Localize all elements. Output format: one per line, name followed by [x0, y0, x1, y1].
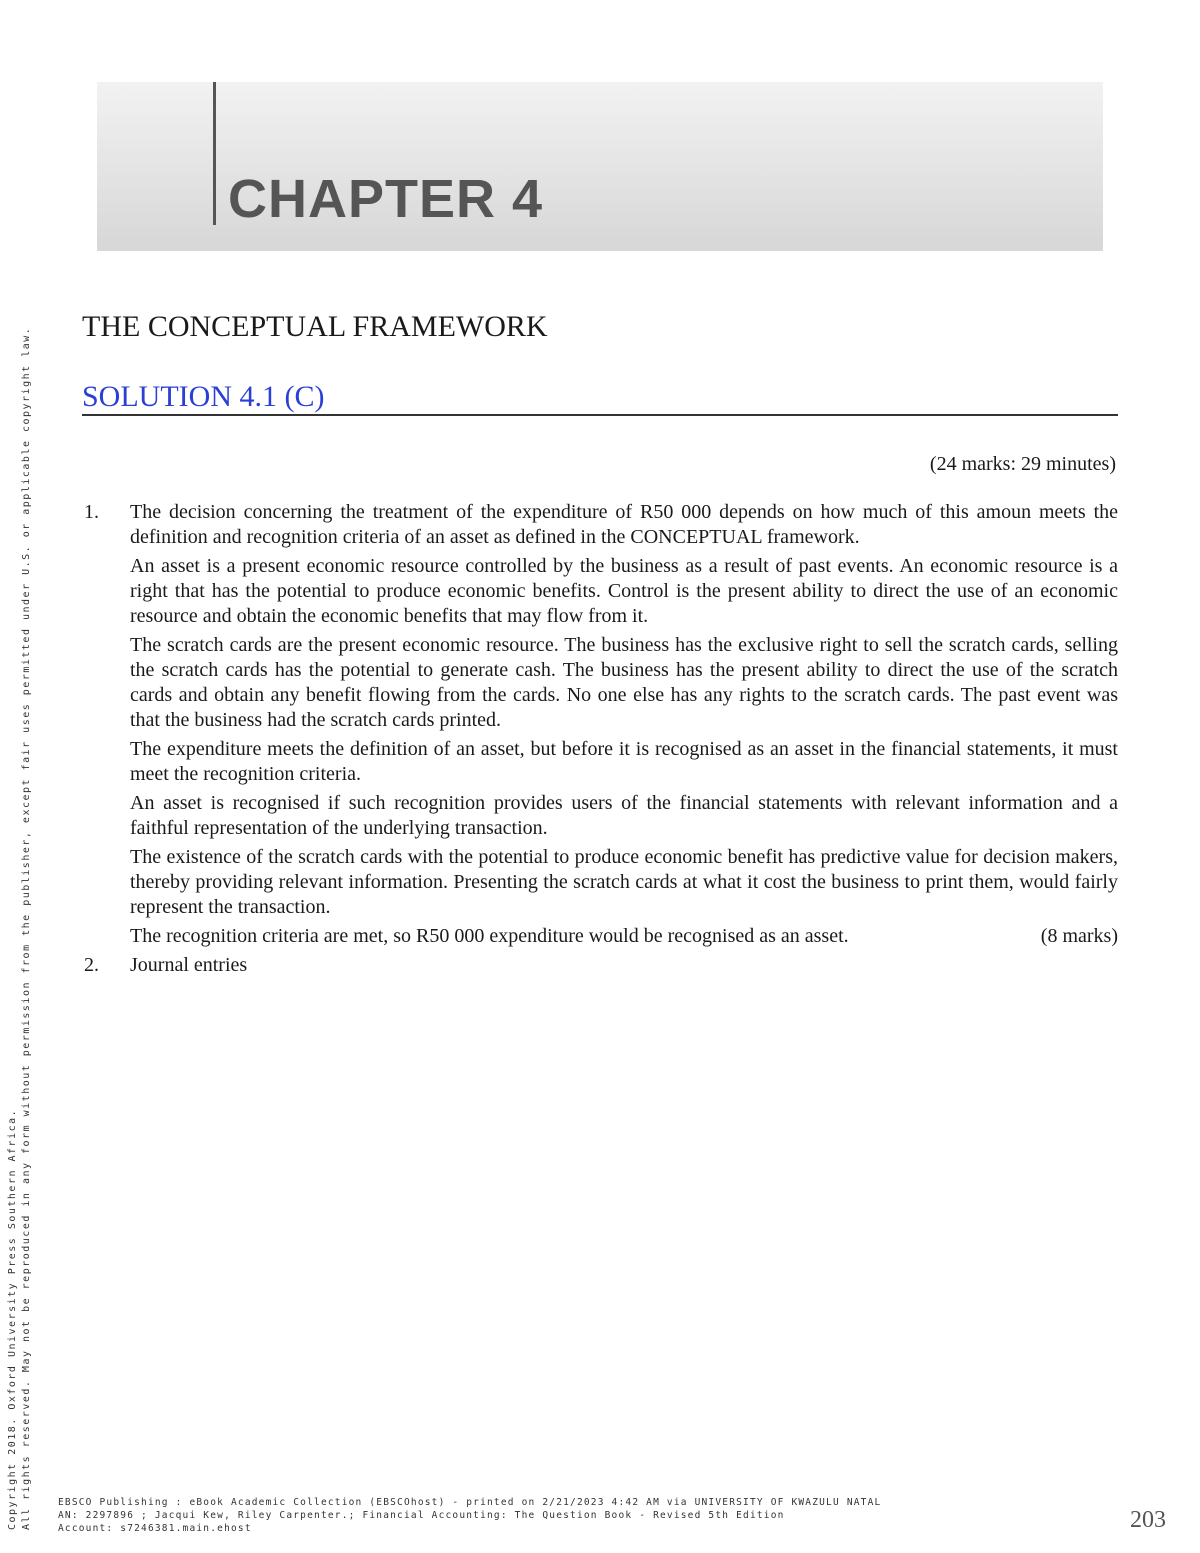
paragraph: The existence of the scratch cards with the potential to produce economic benefit has predictive value for decision makers, thereby providing relevant information. Presenting the scratch cards at what it cost the business to print them, would fairly represent the transaction. — [130, 846, 1118, 918]
footer-line: Account: s7246381.main.ehost — [58, 1523, 252, 1534]
paragraph: The expenditure meets the definition of an asset, but before it is recognised as an asset in the financial statements, it must meet the recognition criteria. — [130, 738, 1118, 785]
paragraph: An asset is recognised if such recognition provides users of the financial statements with relevant information and a faithful representation of the underlying transaction. — [130, 792, 1118, 839]
solution-title: SOLUTION 4.1 (C) — [82, 380, 325, 413]
list-item-number: 1. — [84, 501, 99, 523]
closing-marks: (8 marks) — [1040, 925, 1118, 947]
paragraph: The decision concerning the treatment of the expenditure of R50 000 depends on how much of this amoun meets the definition and recognition criteria of an asset as defined in the CONCEPTUAL framework. — [130, 501, 1118, 548]
page-number: 203 — [1130, 1507, 1166, 1533]
chapter-vertical-rule — [213, 82, 216, 225]
copyright-line: Copyright 2018. Oxford University Press Southern Africa. — [7, 1108, 18, 1530]
chapter-title: CHAPTER 4 — [228, 169, 544, 229]
copyright-line: All rights reserved. May not be reproduced in any form without permission from the publisher, except fair uses permitted under U.S. or applicable copyright law. — [21, 326, 32, 1530]
side-copyright-notice — [6, 326, 34, 1530]
marks-allocation: (24 marks: 29 minutes) — [929, 453, 1116, 475]
list-item-1 — [82, 500, 1118, 949]
footer-line: EBSCO Publishing : eBook Academic Collection (EBSCOhost) - printed on 2/21/2023 4:42 AM via UNIVERSITY OF KWAZULU NATAL — [58, 1497, 882, 1508]
solution-divider — [82, 414, 1118, 416]
paragraph: An asset is a present economic resource controlled by the business as a result of past events. An economic resource is a right that has the potential to produce economic benefits. Control is the present ability to direct the use of an economic resource and obtain the economic benefits that may flow from it. — [130, 555, 1118, 627]
closing-paragraph — [130, 924, 1118, 949]
section-title: THE CONCEPTUAL FRAMEWORK — [82, 310, 548, 343]
footer-line: AN: 2297896 ; Jacqui Kew, Riley Carpenter.; Financial Accounting: The Question Book - Revised 5th Edition — [58, 1510, 785, 1521]
footer-print-info — [58, 1496, 881, 1535]
paragraph: The scratch cards are the present economic resource. The business has the exclusive right to sell the scratch cards, selling the scratch cards has the potential to generate cash. The business has the present ability to direct the use of the scratch cards and obtain any benefit flowing from the cards. No one else has any rights to the scratch cards. The past event was that the business had the scratch cards printed. — [130, 634, 1118, 731]
paragraph: Journal entries — [130, 954, 248, 976]
list-item-2 — [82, 953, 1118, 978]
solution-list — [82, 500, 1118, 982]
closing-text: The recognition criteria are met, so R50 000 expenditure would be recognised as an asset. — [130, 925, 849, 947]
list-item-number: 2. — [84, 954, 99, 976]
